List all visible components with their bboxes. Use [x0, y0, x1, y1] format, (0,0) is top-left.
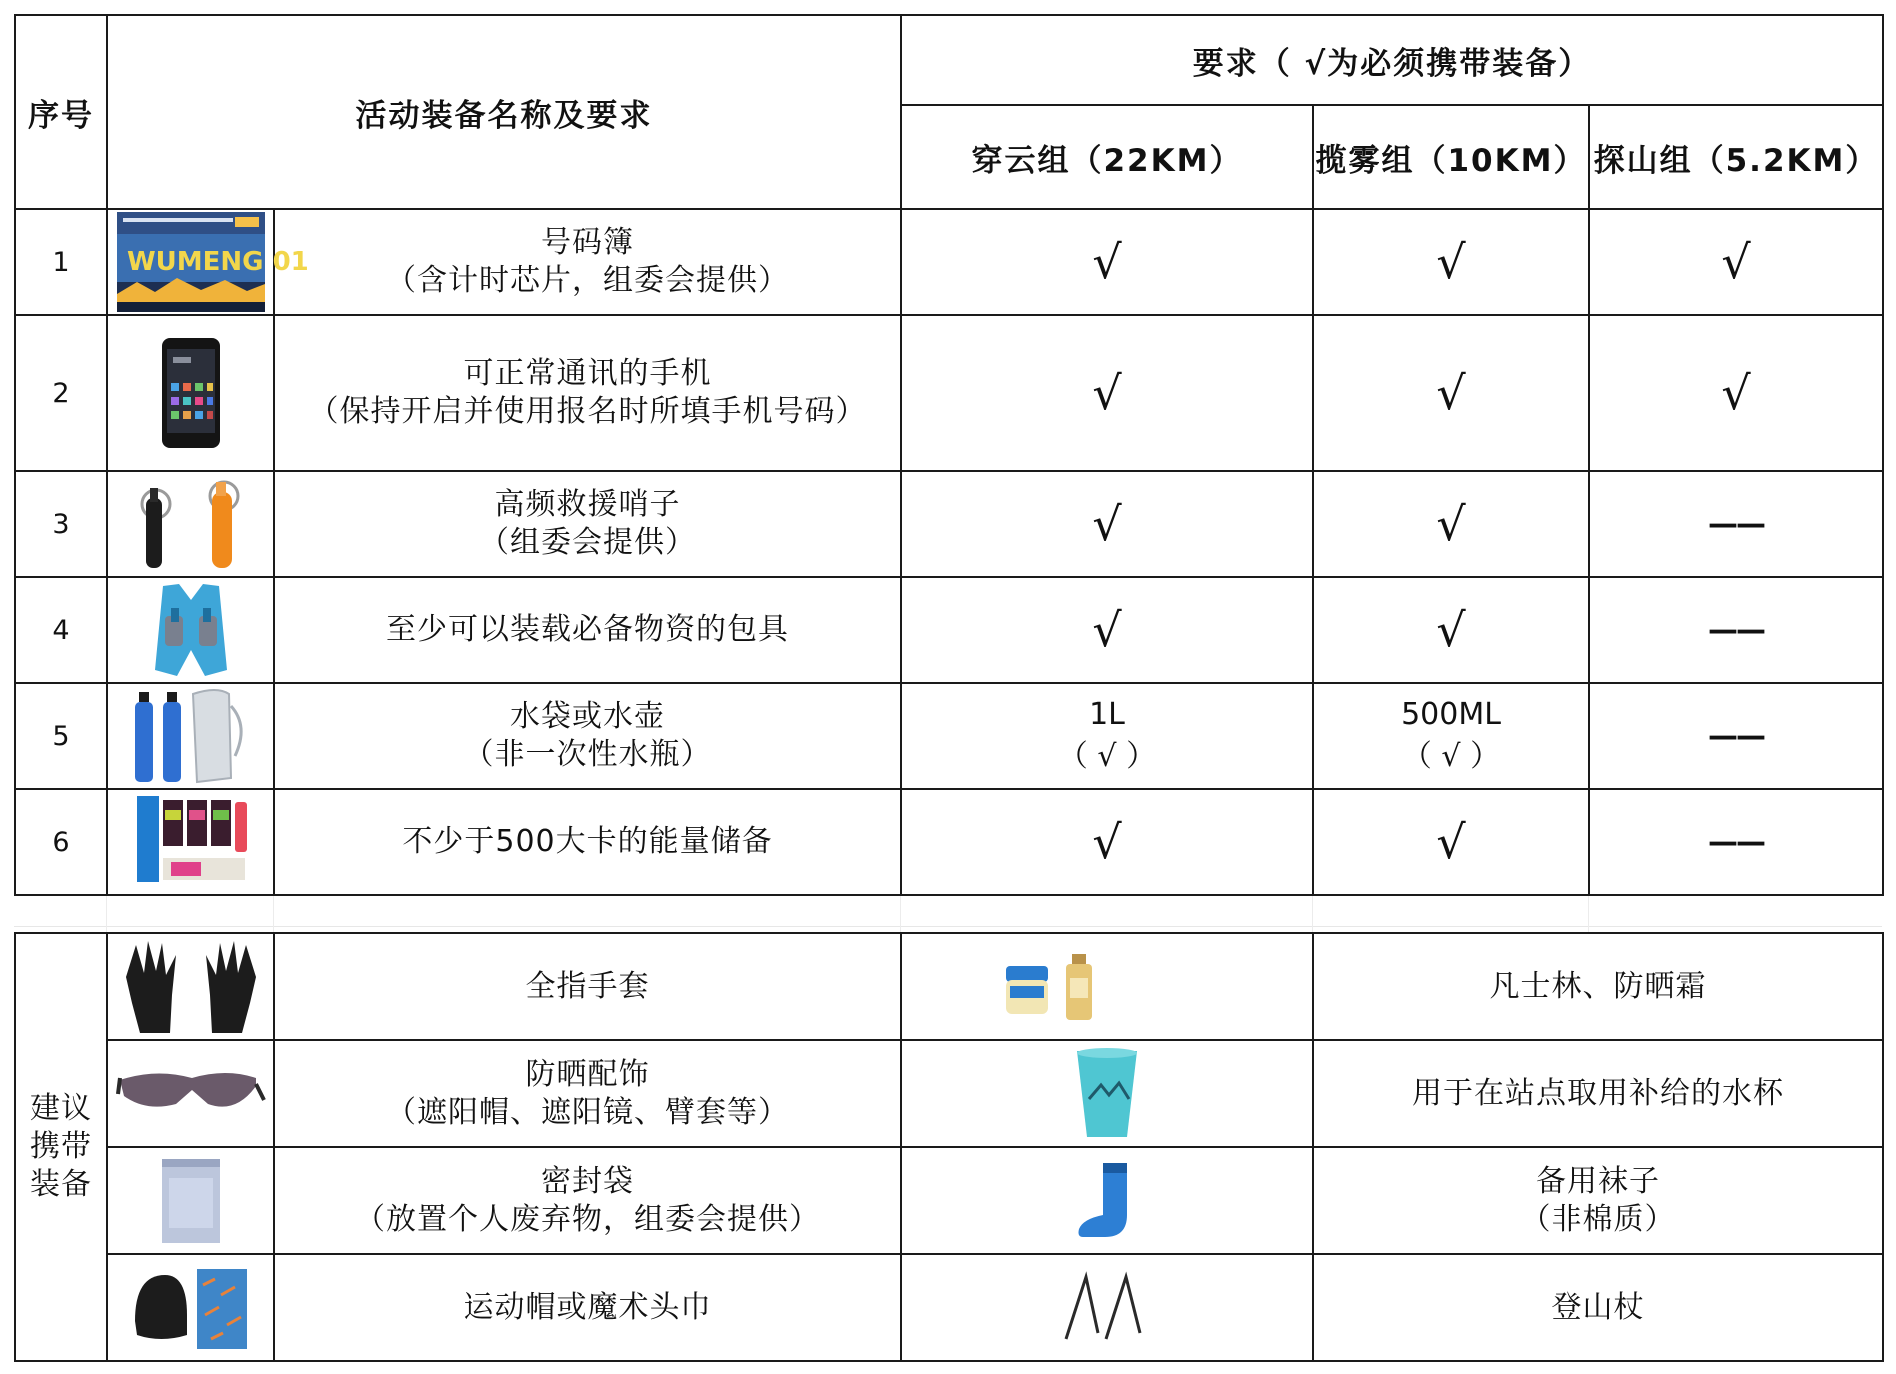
suggested-label: 建议 携带 装备 [15, 933, 107, 1361]
check-10km: √ [1313, 471, 1589, 577]
row-index: 6 [15, 789, 107, 895]
suggested-left-cell [274, 1254, 901, 1361]
header-requirement: 要求（ √为必须携带装备） [901, 15, 1883, 105]
gap-divider [106, 896, 107, 932]
suggested-left-name: 运动帽或魔术头巾 [463, 1289, 712, 1325]
item-name-cell [274, 209, 901, 315]
sealed-bag-icon [161, 1158, 221, 1244]
table-row [15, 315, 1883, 471]
gap-divider [1312, 896, 1313, 932]
suggested-right-cell [1313, 1040, 1883, 1147]
trekking-poles-icon [1062, 1273, 1152, 1343]
row-index: 3 [15, 471, 107, 577]
item-name: 水袋或水壶 [510, 699, 665, 734]
header-group-22km: 穿云组（22KM） [901, 105, 1313, 209]
smartphone-icon [161, 337, 221, 449]
check-5km: √ [1589, 315, 1883, 471]
header-index: 序号 [15, 15, 107, 209]
gap-divider [273, 896, 274, 932]
check-22km: √ [901, 577, 1313, 683]
table-row [15, 1040, 1883, 1147]
hydration-vest-image [107, 577, 274, 683]
item-name: 可正常通讯的手机 [463, 356, 712, 391]
hydration-vest-icon [149, 580, 233, 680]
suggested-left-name: 全指手套 [525, 968, 650, 1004]
gloves-image [107, 933, 274, 1040]
beanie-bandana-icon [131, 1265, 251, 1351]
suggested-left-cell [274, 1040, 901, 1147]
check-5km: √ [1589, 209, 1883, 315]
table-row [15, 471, 1883, 577]
item-name-cell [274, 789, 901, 895]
table-row [15, 1147, 1883, 1254]
amount-22km-check: （ √ ） [1057, 739, 1157, 774]
item-note: （含计时芯片，组委会提供） [386, 263, 789, 298]
check-22km: √ [901, 315, 1313, 471]
item-name: 至少可以装载必备物资的包具 [386, 612, 789, 647]
race-bib-image [107, 209, 309, 315]
sock-icon [1077, 1161, 1137, 1241]
amount-22km-cell [901, 683, 1313, 789]
suggested-right-cell [1313, 1147, 1883, 1254]
gap-divider [1588, 896, 1589, 932]
gloves-icon [118, 937, 264, 1037]
suggested-left-name: 防晒配饰 [525, 1056, 650, 1092]
table-row [15, 209, 1883, 315]
check-10km: √ [1313, 315, 1589, 471]
header-item: 活动装备名称及要求 [107, 15, 901, 209]
item-name-cell [274, 577, 901, 683]
suggested-right-name: 备用袜子 [1536, 1163, 1660, 1199]
soft-flask-image [107, 683, 274, 789]
gap-divider [14, 926, 1882, 927]
table-row [15, 577, 1883, 683]
row-index: 4 [15, 577, 107, 683]
suggested-right-cell [1313, 933, 1883, 1040]
header-group-5km: 探山组（5.2KM） [1589, 105, 1883, 209]
check-22km: √ [901, 789, 1313, 895]
vaseline-sunscreen-image [901, 933, 1313, 1040]
check-10km: √ [1313, 209, 1589, 315]
vaseline-sunscreen-icon [1002, 952, 1122, 1022]
table-row [15, 683, 1883, 789]
whistle-image [107, 471, 274, 577]
cup-icon [1075, 1047, 1139, 1141]
required-equipment-table [14, 14, 1884, 896]
item-note: （保持开启并使用报名时所填手机号码） [308, 394, 867, 429]
trekking-poles-image [901, 1254, 1313, 1361]
item-name: 号码簿 [541, 225, 634, 260]
amount-10km-cell [1313, 683, 1589, 789]
sunglasses-icon [116, 1064, 266, 1124]
beanie-bandana-image [107, 1254, 274, 1361]
suggested-left-note: （遮阳帽、遮阳镜、臂套等） [386, 1094, 789, 1130]
row-index: 1 [15, 209, 107, 315]
suggested-right-cell [1313, 1254, 1883, 1361]
gap-divider [900, 896, 901, 932]
table-row [15, 933, 1883, 1040]
dash-5km: —— [1589, 471, 1883, 577]
sealed-bag-image [107, 1147, 274, 1254]
amount-10km-check: （ √ ） [1401, 739, 1501, 774]
energy-gel-image [107, 789, 274, 895]
header-group-10km: 揽雾组（10KM） [1313, 105, 1589, 209]
suggested-left-cell [274, 1147, 901, 1254]
dash-5km: —— [1589, 683, 1883, 789]
item-name: 高频救援哨子 [494, 487, 681, 522]
check-22km: √ [901, 471, 1313, 577]
amount-10km: 500ML [1401, 697, 1501, 732]
table-row [15, 1254, 1883, 1361]
suggested-left-cell [274, 933, 901, 1040]
cup-image [901, 1040, 1313, 1147]
item-name-cell [274, 683, 901, 789]
dash-5km: —— [1589, 577, 1883, 683]
check-22km: √ [901, 209, 1313, 315]
suggested-left-name: 密封袋 [541, 1163, 634, 1199]
suggested-right-name: 凡士林、防晒霜 [1489, 968, 1707, 1004]
suggested-right-note: （非棉质） [1520, 1201, 1676, 1237]
suggested-right-name: 用于在站点取用补给的水杯 [1412, 1075, 1784, 1111]
check-10km: √ [1313, 577, 1589, 683]
item-note: （非一次性水瓶） [463, 737, 712, 772]
item-name-cell [274, 315, 901, 471]
sock-image [901, 1147, 1313, 1254]
check-10km: √ [1313, 789, 1589, 895]
smartphone-image [107, 315, 274, 471]
item-note: （组委会提供） [479, 525, 696, 560]
suggested-right-name: 登山杖 [1551, 1289, 1645, 1325]
bib-number-text: WUMENG 01 [126, 247, 309, 277]
soft-flask-icon [131, 686, 251, 786]
item-name-cell [274, 471, 901, 577]
table-row [15, 789, 1883, 895]
amount-22km: 1L [1089, 697, 1125, 732]
race-bib-icon [117, 212, 309, 312]
row-index: 2 [15, 315, 107, 471]
whistle-icon [126, 474, 256, 574]
energy-gel-icon [131, 792, 251, 892]
sunglasses-image [107, 1040, 274, 1147]
suggested-left-note: （放置个人废弃物，组委会提供） [355, 1201, 820, 1237]
dash-5km: —— [1589, 789, 1883, 895]
suggested-equipment-table [14, 932, 1884, 1362]
row-index: 5 [15, 683, 107, 789]
item-name: 不少于500大卡的能量储备 [402, 824, 773, 859]
